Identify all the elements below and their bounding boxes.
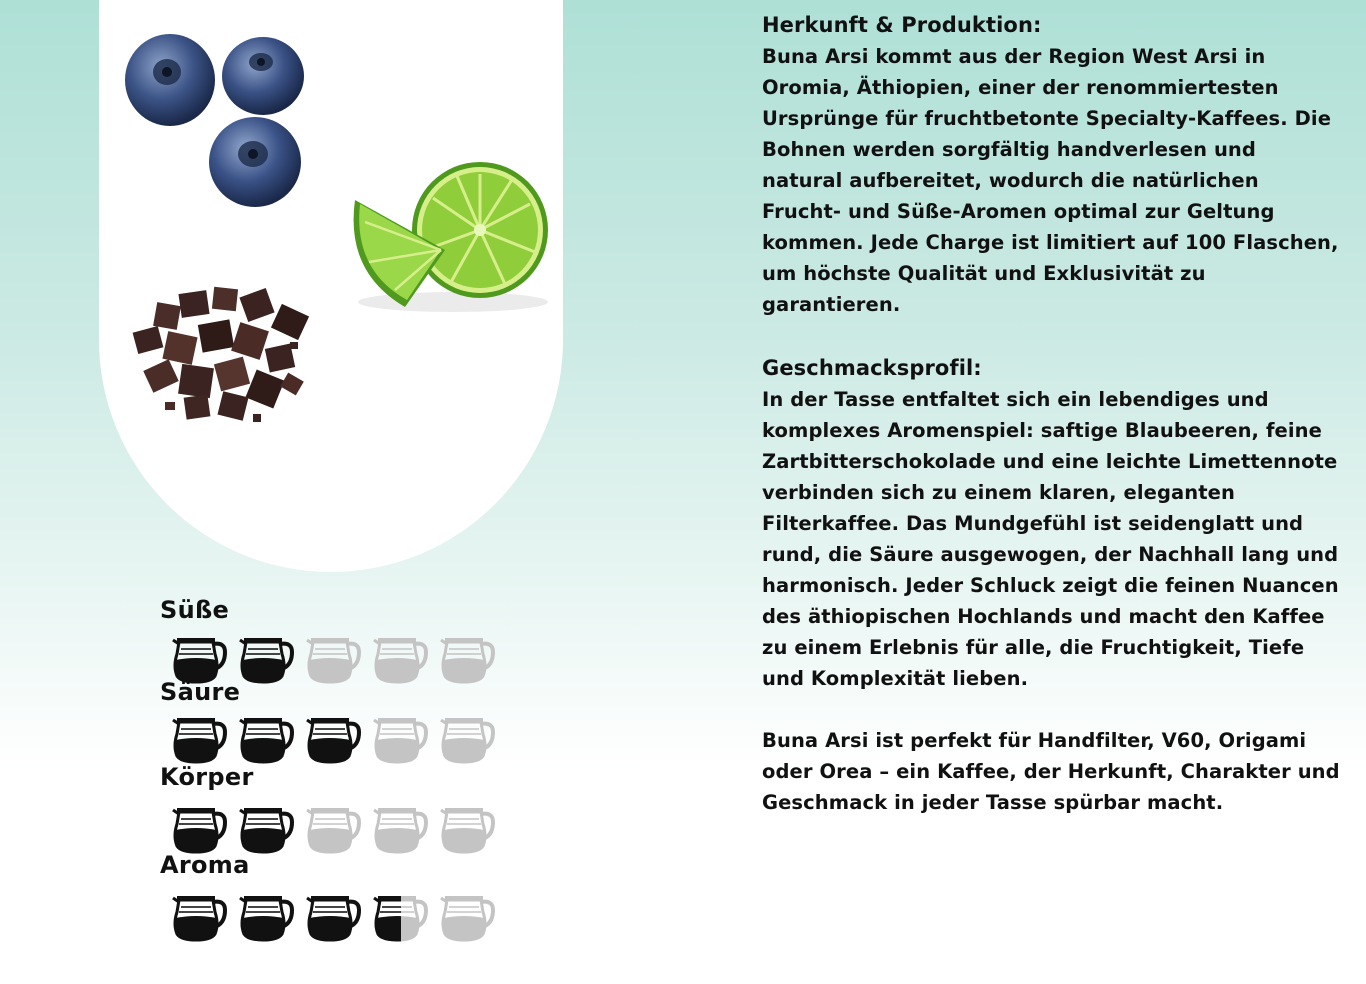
rating-row-koerper [171, 804, 511, 854]
coffee-pot-icon [372, 804, 430, 854]
coffee-pot-icon [238, 892, 296, 942]
coffee-pot-icon [439, 634, 497, 684]
coffee-pot-icon [372, 634, 430, 684]
coffee-pot-icon [372, 714, 430, 764]
taste-heading: Geschmacksprofil: [762, 356, 982, 380]
origin-heading: Herkunft & Produktion: [762, 13, 1042, 37]
coffee-pot-icon [171, 634, 229, 684]
coffee-pot-icon [372, 892, 430, 942]
rating-row-aroma [171, 892, 511, 942]
lime-icon [335, 162, 550, 317]
coffee-pot-icon [305, 804, 363, 854]
chocolate-icon [125, 284, 325, 434]
coffee-pot-icon [439, 714, 497, 764]
coffee-pot-icon [305, 892, 363, 942]
coffee-pot-icon [171, 892, 229, 942]
coffee-pot-icon [238, 804, 296, 854]
blueberry-icon [221, 36, 305, 116]
blueberry-icon [123, 32, 217, 128]
coffee-pot-icon [439, 892, 497, 942]
rating-label-aroma: Aroma [160, 851, 250, 879]
coffee-pot-icon [238, 634, 296, 684]
origin-text: Buna Arsi kommt aus der Region West Arsi in Oromia, Äthiopien, einer der renommiertesten Ursprünge für fruchtbetonte Specialty-Kaffees. Die Bohnen werden sorgfältig handverlesen und natural aufbereitet, wodurch die natürlichen Frucht- und Süße-Aromen optimal zur Geltung kommen. Jede Charge ist limitiert auf 100 Flaschen, um höchste Qualität und Exklusivität zu garantieren. [762, 45, 1339, 316]
coffee-pot-icon [305, 714, 363, 764]
rating-label-koerper: Körper [160, 763, 254, 791]
blueberry-icon [207, 116, 303, 208]
description-column [762, 10, 1342, 818]
flavor-illustration-panel [99, 0, 563, 572]
coffee-pot-icon [238, 714, 296, 764]
usage-text: Buna Arsi ist perfekt für Handfilter, V60, Origami oder Orea – ein Kaffee, der Herkunft, Charakter und Geschmack in jeder Tasse spürbar macht. [762, 729, 1340, 814]
coffee-pot-icon [305, 634, 363, 684]
rating-label-saeure: Säure [160, 678, 241, 706]
taste-text: In der Tasse entfaltet sich ein lebendiges und komplexes Aromenspiel: saftige Blaubeeren, feine Zartbitterschokolade und eine leichte Limettennote verbinden sich zu einem klaren, eleganten Filterkaffee. Das Mundgefühl ist seidenglatt und rund, die Säure ausgewogen, der Nachhall lang und harmonisch. Jeder Schluck zeigt die feinen Nuancen des äthiopischen Hochlands und macht den Kaffee zu einem Erlebnis für alle, die Fruchtigkeit, Tiefe und Komplexität lieben. [762, 388, 1339, 690]
coffee-pot-icon [171, 804, 229, 854]
coffee-pot-icon [171, 714, 229, 764]
rating-row-suesse [171, 634, 511, 684]
coffee-pot-icon [439, 804, 497, 854]
rating-row-saeure [171, 714, 511, 764]
rating-label-suesse: Süße [160, 596, 230, 624]
